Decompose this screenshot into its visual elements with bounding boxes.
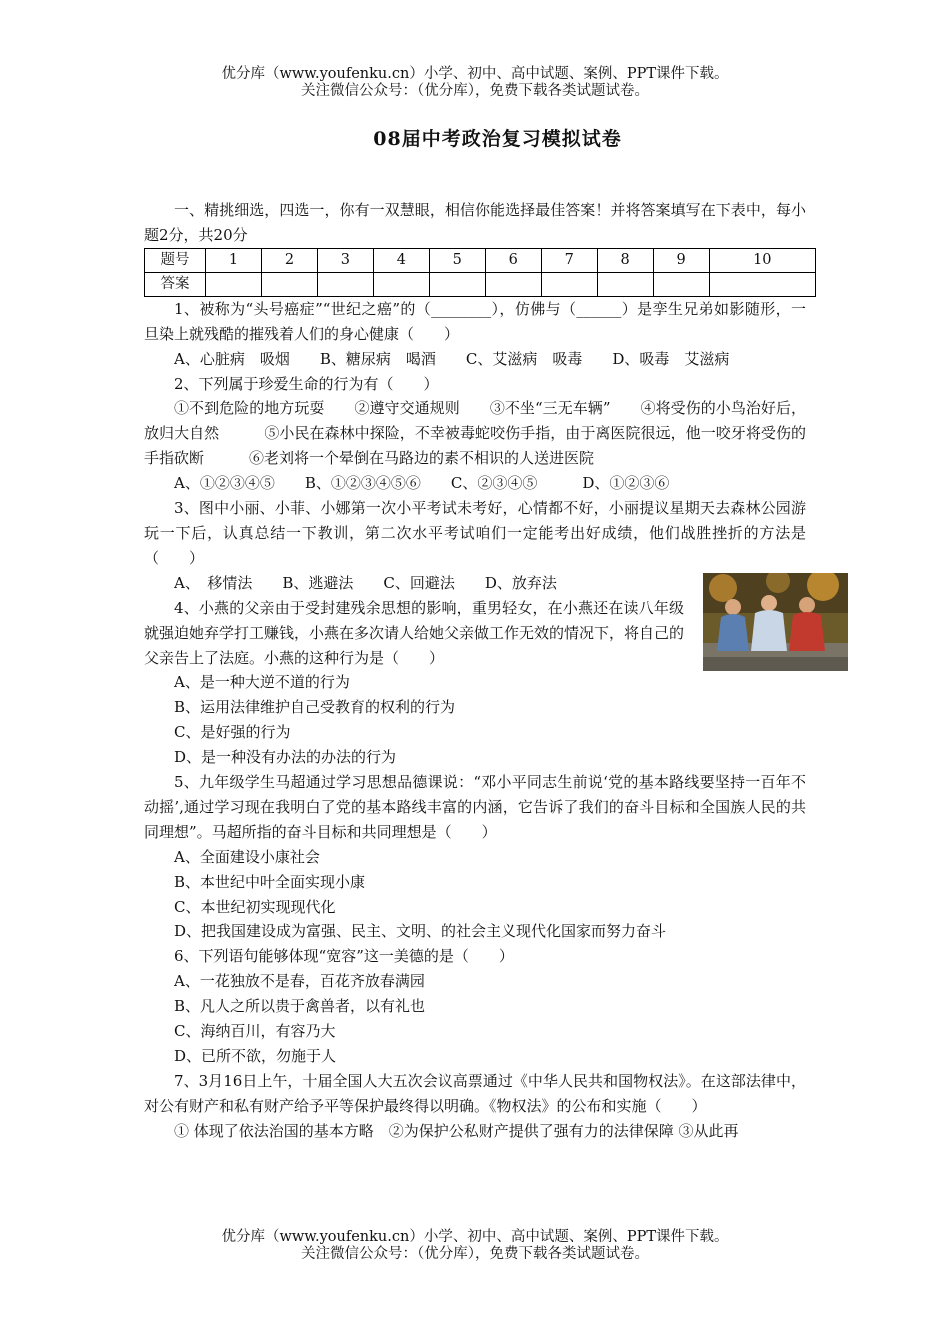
answer-table-answer-row <box>145 272 816 296</box>
question-4-option-d: D、是一种没有办法的办法的行为 <box>174 748 397 767</box>
page-footer <box>0 1229 950 1263</box>
question-3-stem: 3、图中小丽、小菲、小娜第一次小平考试未考好，心情都不好，小丽提议星期天去森林公园游玩一下后，认真总结一下教训，第二次水平考试咱们一定能考出好成绩，他们战胜挫折的方法是（ ） <box>144 499 806 567</box>
footer-line-2: 关注微信公众号：（优分库），免费下载各类试题试卷。 <box>301 1246 649 1262</box>
question-6-option-d: D、已所不欲，勿施于人 <box>174 1047 337 1065</box>
table-cell-number: 1 <box>206 248 262 272</box>
students-photo <box>703 573 848 671</box>
students-photo-illustration <box>703 573 848 671</box>
table-cell-number: 5 <box>429 248 485 272</box>
question-4-option-a: A、是一种大逆不道的行为 <box>174 673 350 692</box>
answer-cell[interactable] <box>709 272 815 296</box>
question-7-items: ① 体现了依法治国的基本方略 ②为保护公私财产提供了强有力的法律保障 ③从此再 <box>174 1121 739 1140</box>
answer-cell[interactable] <box>653 272 709 296</box>
question-2-stem: 2、下列属于珍爱生命的行为有（ ） <box>174 374 439 393</box>
answer-cell[interactable] <box>485 272 541 296</box>
table-cell-number: 6 <box>485 248 541 272</box>
question-6-option-c: C、海纳百川，有容乃大 <box>174 1022 336 1041</box>
table-cell-number: 9 <box>653 248 709 272</box>
answer-cell[interactable] <box>373 272 429 296</box>
table-cell-number: 2 <box>261 248 317 272</box>
question-7-stem: 7、3月16日上午，十届全国人大五次会议高票通过《中华人民共和国物权法》。在这部法律中，对公有财产和私有财产给予平等保护最终得以明确。《物权法》的公布和实施（ ） <box>144 1071 806 1115</box>
answer-cell[interactable] <box>206 272 262 296</box>
table-cell-number: 8 <box>597 248 653 272</box>
page-header <box>0 66 950 100</box>
answer-cell[interactable] <box>541 272 597 296</box>
question-5-stem: 5、九年级学生马超通过学习思想品德课说：“邓小平同志生前说‘党的基本路线要坚持一百年不动摇’,通过学习现在我明白了党的基本路线丰富的内涵，它告诉了我们的奋斗目标和全国族人民的共同理想”。马超所指的奋斗目标和共同理想是（ ） <box>144 773 806 841</box>
answer-cell[interactable] <box>317 272 373 296</box>
question-4-option-b: B、运用法律维护自己受教育的权利的行为 <box>174 698 456 717</box>
table-cell-number: 7 <box>541 248 597 272</box>
question-3-options: A、 移情法 B、逃避法 C、回避法 D、放弃法 <box>174 573 557 592</box>
answer-cell[interactable] <box>429 272 485 296</box>
table-cell-number: 4 <box>373 248 429 272</box>
table-row-label: 题号 <box>145 248 206 272</box>
question-5-option-b: B、本世纪中叶全面实现小康 <box>174 872 366 891</box>
header-line-2: 关注微信公众号：（优分库），免费下载各类试题试卷。 <box>301 83 649 99</box>
question-5-option-c: C、本世纪初实现现代化 <box>174 897 336 916</box>
question-2-options: A、①②③④⑤ B、①②③④⑤⑥ C、②③④⑤ D、①②③⑥ <box>174 474 670 493</box>
question-6-option-a: A、一花独放不是春，百花齐放春满园 <box>174 972 425 991</box>
question-4-option-c: C、是好强的行为 <box>174 723 291 742</box>
question-5-option-a: A、全面建设小康社会 <box>174 847 320 866</box>
header-line-1: 优分库（www.youfenku.cn）小学、初中、高中试题、案例、PPT课件下载。 <box>221 66 729 82</box>
footer-line-1: 优分库（www.youfenku.cn）小学、初中、高中试题、案例、PPT课件下载。 <box>221 1229 729 1245</box>
question-1-options: A、心脏病 吸烟 B、糖尿病 喝酒 C、艾滋病 吸毒 D、吸毒 艾滋病 <box>174 349 730 368</box>
question-2-items: ①不到危险的地方玩耍 ②遵守交通规则 ③不坐“三无车辆” ④将受伤的小鸟治好后，放归大自然 ⑤小民在森林中探险，不幸被毒蛇咬伤手指，由于离医院很远，他一咬牙将受伤的手指砍断 ⑥老刘将一个晕倒在马路边的素不相识的人送进医院 <box>144 399 806 468</box>
section-1-intro: 一、精挑细选，四选一，你有一双慧眼，相信你能选择最佳答案！并将答案填写在下表中，每小题2分，共20分 <box>144 201 806 244</box>
question-6-option-b: B、凡人之所以贵于禽兽者，以有礼也 <box>174 997 426 1016</box>
table-row-label: 答案 <box>145 272 206 296</box>
answer-table-number-row <box>145 248 816 272</box>
answer-cell[interactable] <box>597 272 653 296</box>
question-5-option-d: D、把我国建设成为富强、民主、文明、的社会主义现代化国家而努力奋斗 <box>174 922 667 941</box>
question-4-stem: 4、小燕的父亲由于受封建残余思想的影响，重男轻女，在小燕还在读八年级就强迫她弃学打工赚钱，小燕在多次请人给她父亲做工作无效的情况下，将自己的父亲告上了法庭。小燕的这种行为是（ ） <box>144 598 685 667</box>
table-cell-number: 10 <box>709 248 815 272</box>
answer-table <box>144 248 816 297</box>
table-cell-number: 3 <box>317 248 373 272</box>
exam-title: 08届中考政治复习模拟试卷 <box>373 128 622 150</box>
question-1-stem: 1、被称为“头号癌症”“世纪之癌”的（________），仿佛与（______）是孪生兄弟如影随形，一旦染上就残酷的摧残着人们的身心健康（ ） <box>144 299 806 343</box>
answer-cell[interactable] <box>261 272 317 296</box>
question-6-stem: 6、下列语句能够体现“宽容”这一美德的是（ ） <box>174 947 514 966</box>
